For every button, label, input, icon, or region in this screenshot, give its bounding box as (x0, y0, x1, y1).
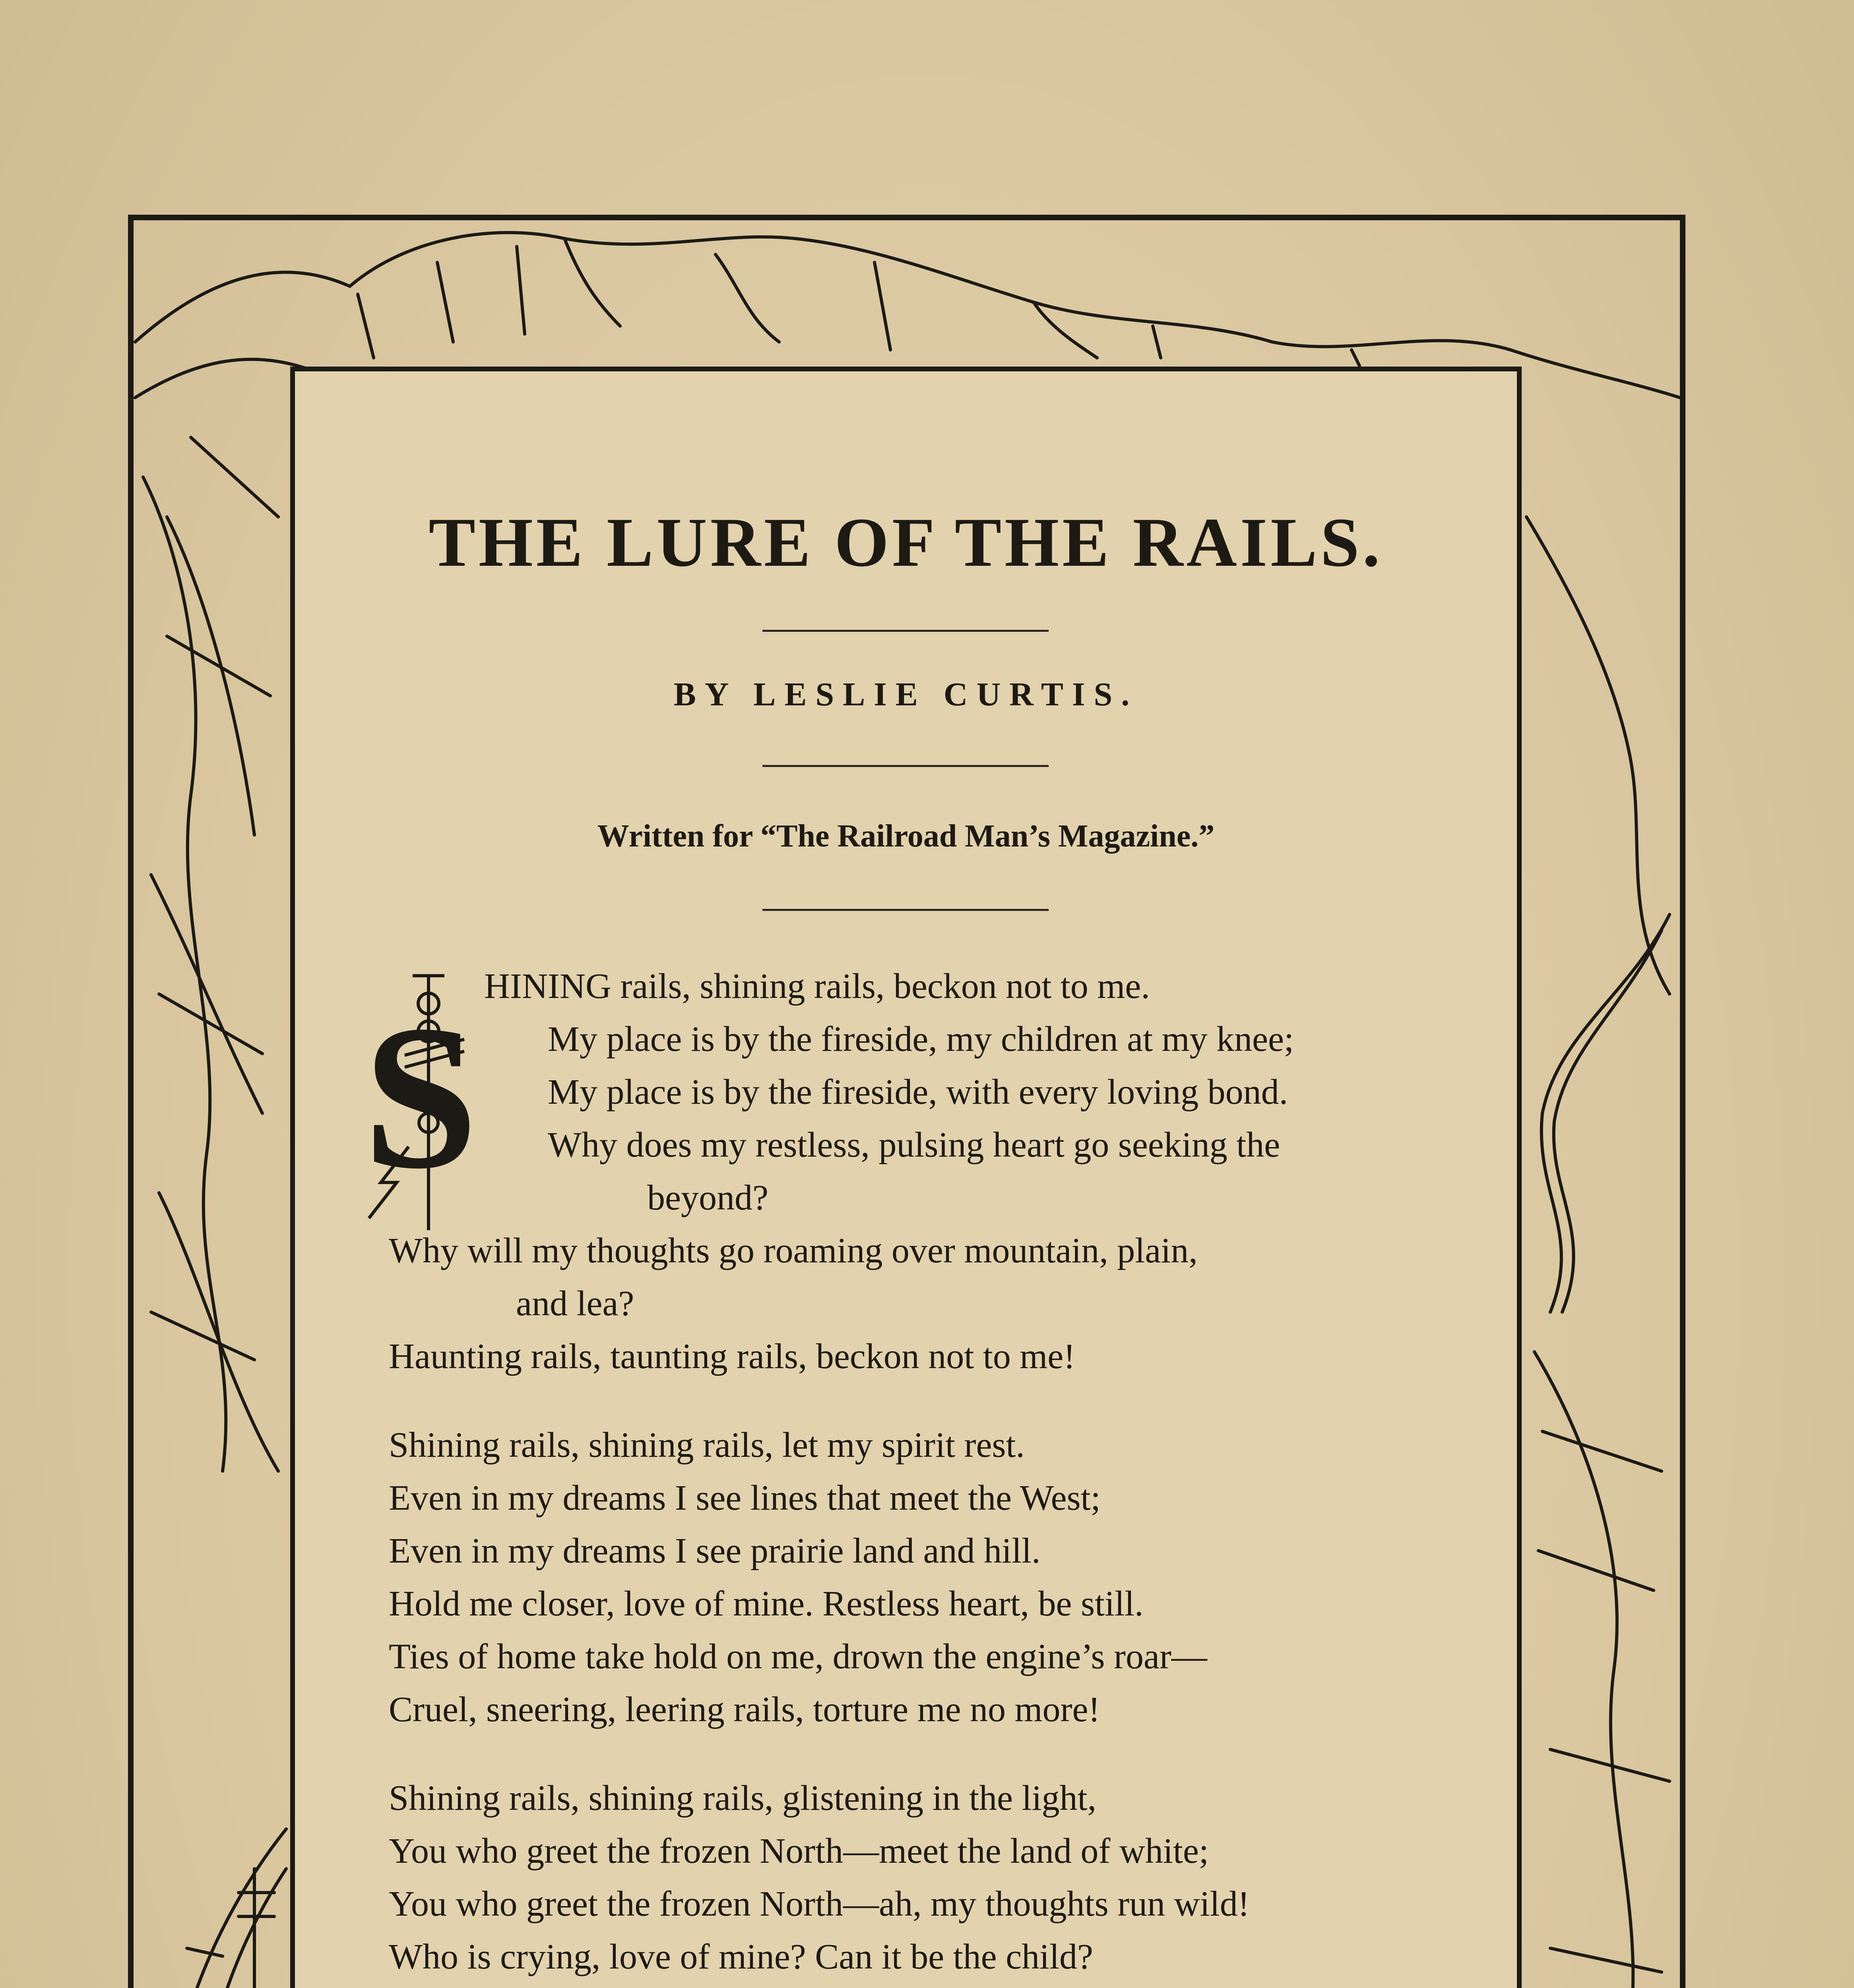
poem-line (389, 1983, 1486, 1988)
poem-line: My place is by the fireside, with every loving bond. (548, 1072, 1288, 1112)
written-for-note: Written for “The Railroad Man’s Magazine.” (597, 819, 1215, 854)
poem-line: Shining rails, shining rails, glistening in the light, (389, 1778, 1096, 1818)
poem-line: Ties of home take hold on me, drown the engine’s roar— (389, 1637, 1207, 1676)
poem-line: HINING rails, shining rails, beckon not to me. (484, 967, 1150, 1006)
poem-line: My place is by the fireside, my children at my knee; (548, 1019, 1294, 1059)
poem-line: Hold me closer, love of mine. Restless heart, be still. (389, 1584, 1144, 1623)
poem-title: THE LURE OF THE RAILS. (429, 504, 1383, 581)
poem-panel (290, 367, 1522, 1988)
poem-line: beyond? (647, 1178, 768, 1217)
stanza-3 (389, 1772, 1486, 1988)
poem-body (363, 960, 1486, 1988)
poem-line: Haunting rails, taunting rails, beckon not to me! (389, 1337, 1076, 1376)
poem-line: Cruel, sneering, leering rails, torture me no more! (389, 1690, 1100, 1729)
note-divider (762, 909, 1049, 911)
drop-cap-letter: S (363, 983, 478, 1211)
title-divider (762, 630, 1049, 632)
byline: BY LESLIE CURTIS. (673, 676, 1138, 713)
poem-line: Even in my dreams I see prairie land and hill. (389, 1531, 1041, 1571)
signal-dropcap-illustration (345, 960, 496, 1238)
poem-line: Who is crying, love of mine? Can it be the child? (389, 1937, 1094, 1976)
poem-line: Shining rails, shining rails, let my spirit rest. (389, 1425, 1025, 1465)
byline-divider (762, 765, 1049, 767)
stanza-2 (389, 1419, 1486, 1736)
poem-line: You who greet the frozen North—meet the land of white; (389, 1831, 1209, 1871)
poem-line: You who greet the frozen North—ah, my thoughts run wild! (389, 1884, 1250, 1924)
stanza-1 (389, 960, 1486, 1383)
poem-line: Even in my dreams I see lines that meet the West; (389, 1478, 1101, 1518)
poem-line: Why does my restless, pulsing heart go seeking the (548, 1125, 1280, 1165)
poem-line: and lea? (516, 1284, 634, 1323)
poem-line: Why will my thoughts go roaming over mountain, plain, (389, 1231, 1198, 1270)
